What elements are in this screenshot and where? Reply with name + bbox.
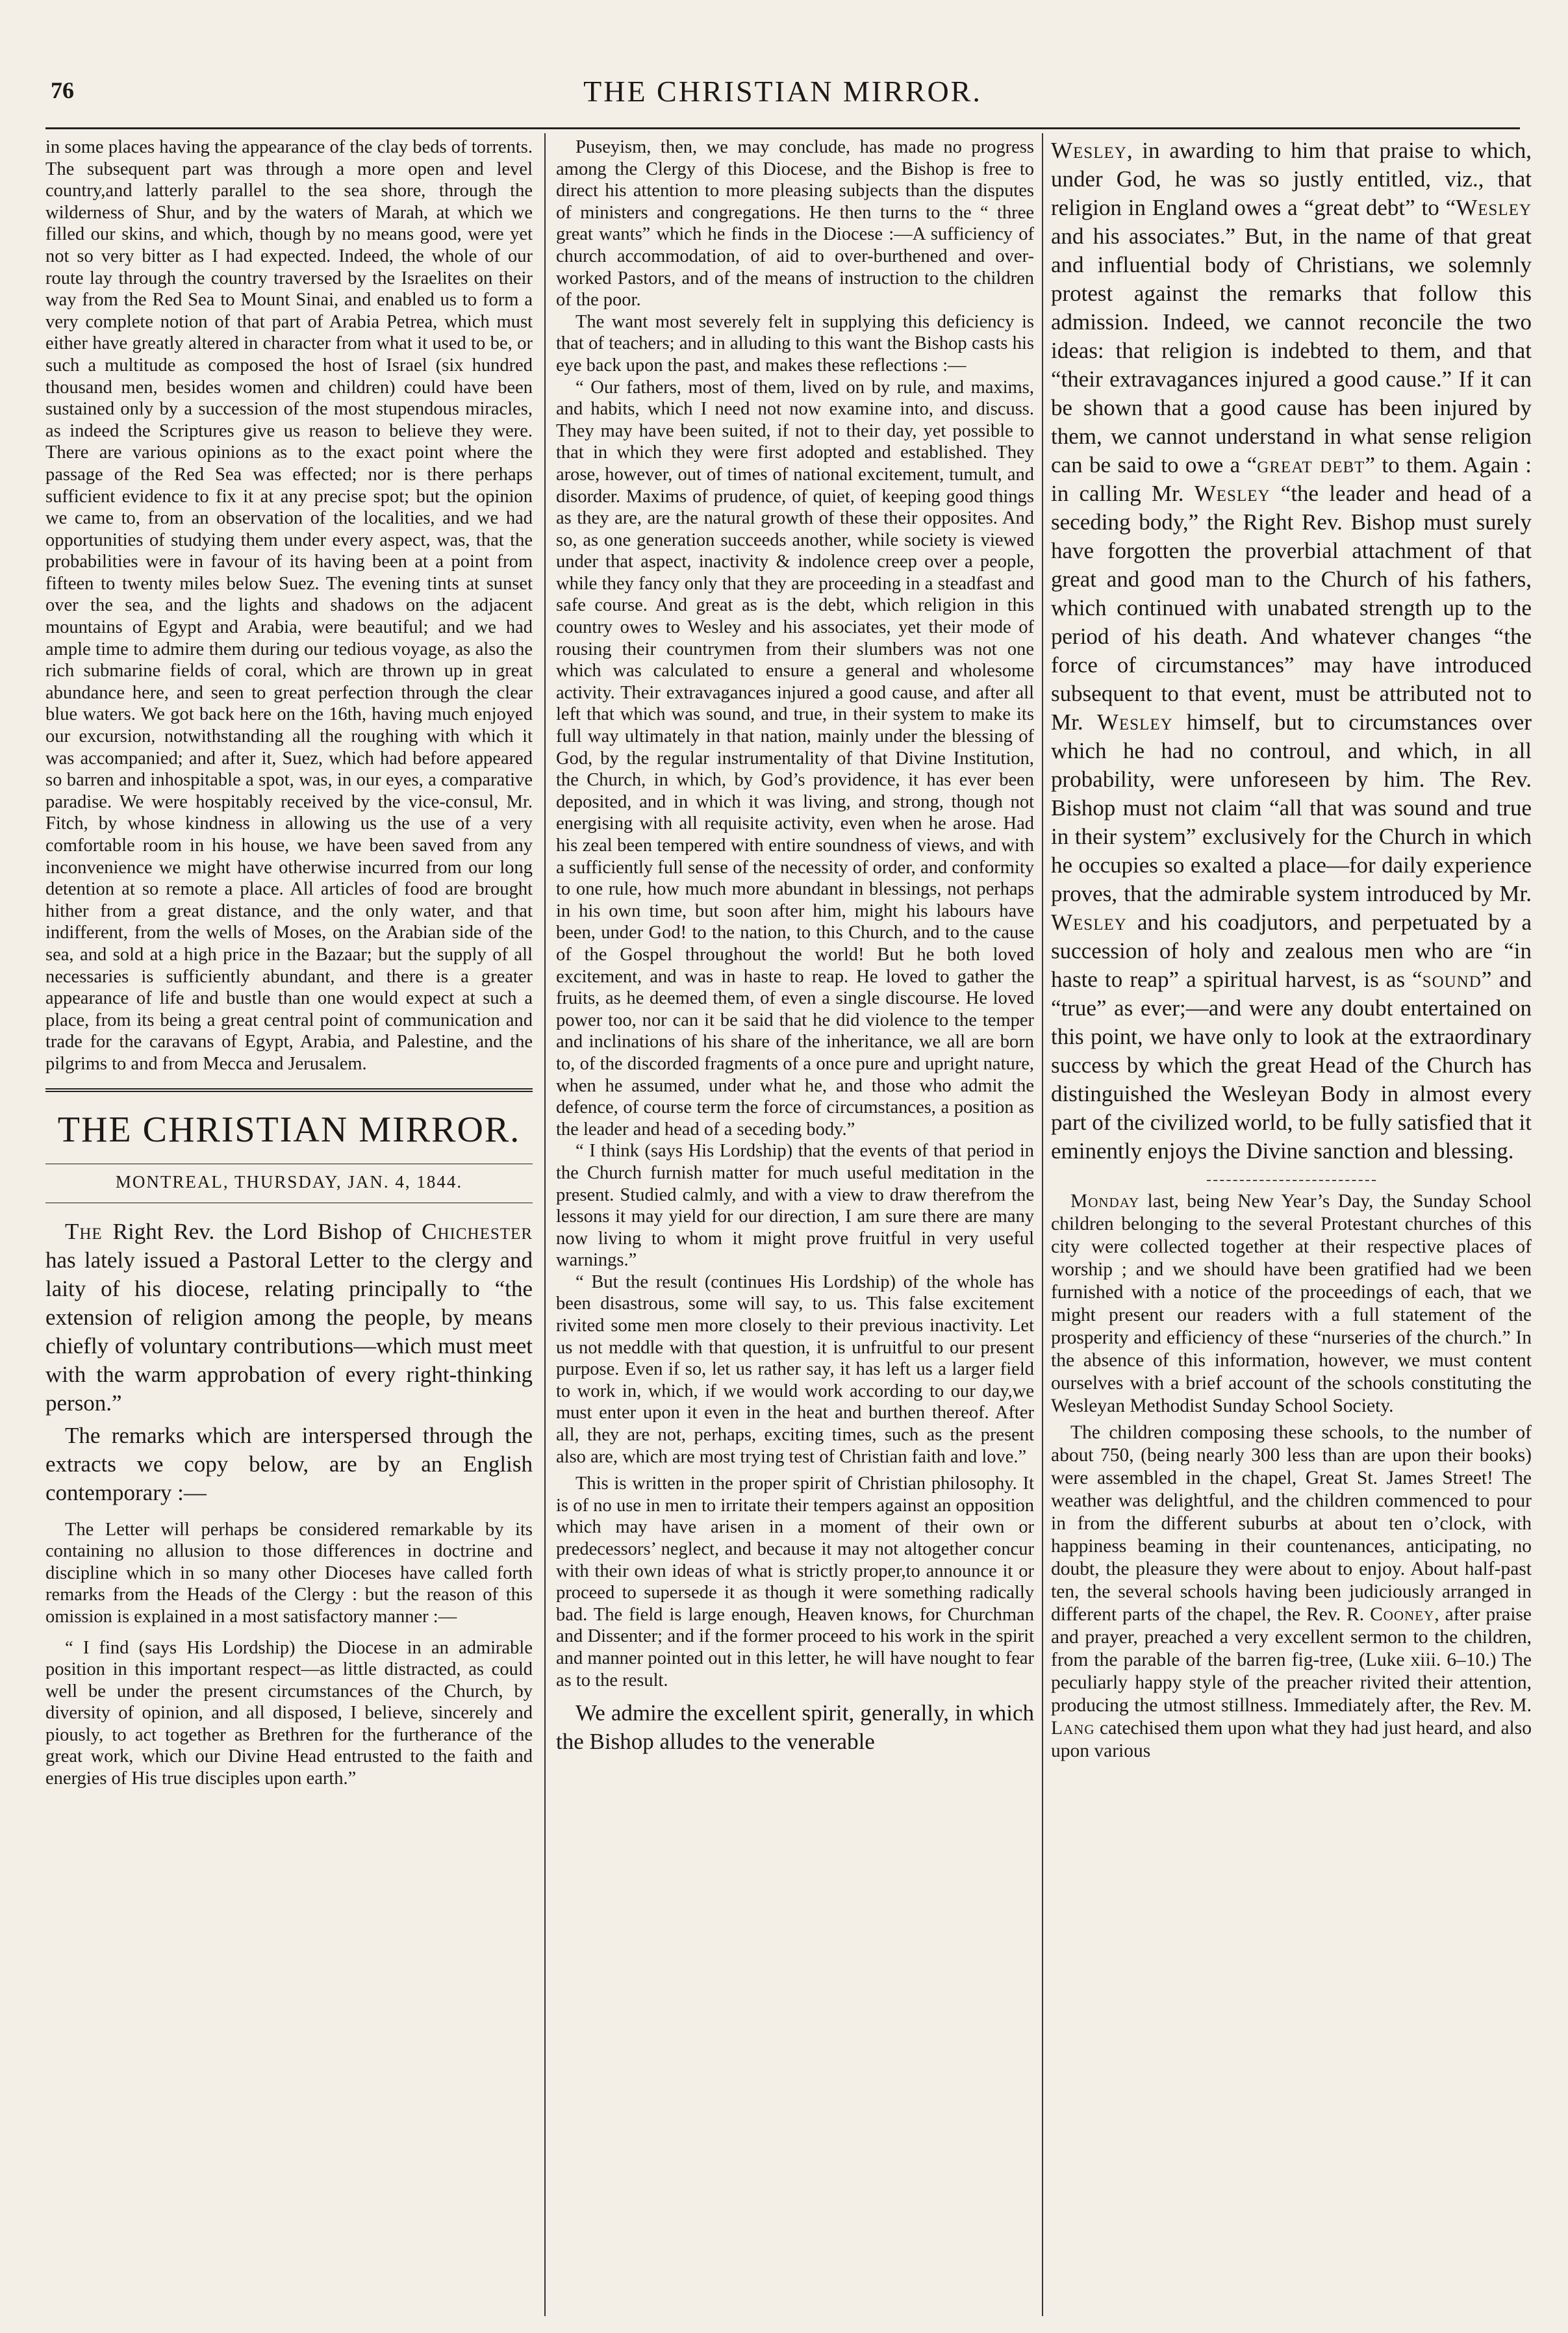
column-1 — [45, 136, 533, 2319]
wesley-paragraph: Wesley, in awarding to him that praise to which, under God, he was so justly entitled, viz., that religion in England owes a “great debt” to “Wesley and his associates.” But, in the name of that great and influential body of Christians, we solemnly protest against the remarks that follow this admission. Indeed, we cannot reconcile the two ideas: that religion is indebted to them, and that “their extravagances injured a good cause.” If it can be shown that a good cause has been injured by them, we cannot understand in what sense religion can be said to owe a “great debt” to them. Again : in calling Mr. Wesley “the leader and head of a seceding body,” the Right Rev. Bishop must surely have forgotten the proverbial attachment of that great and good man to the Church of his fathers, which continued with unabated strength up to the period of his death. And whatever changes “the force of circumstances” may have introduced subsequent to that event, must be attributed not to Mr. Wesley himself, but to circumstances over which he had no controul, and which, in all probability, were unforeseen by him. The Rev. Bishop must not claim “all that was sound and true in their system” exclusively for the Church in which he occupies so exalted a place—for daily experience proves, that the admirable system introduced by Mr. Wesley and his coadjutors, and perpetuated by a succession of holy and zealous men who are “in haste to reap” a spiritual harvest, is as “sound” and “true” as ever;—and were any doubt entertained on this point, we have only to look at the extraordinary success by which the great Head of the Church has distinguished the Wesleyan Body in almost every part of the civilized world, to be fully satisfied that it eminently enjoys the Divine sanction and blessing. — [1051, 138, 1532, 1164]
section-divider — [45, 1088, 533, 1092]
diocese-name: Chichester — [422, 1218, 533, 1244]
travel-letter-paragraph: in some places having the appearance of the clay beds of torrents. The subsequent part was through a more open and level country,and latterly parallel to the sea shore, through the wilderness of Shur, and by the waters of Marah, at which we filled our skins, and which, though by no means good, were yet not so very bitter as I had expected. Indeed, the whole of our route lay through the country traversed by the Israelites on their way from the Red Sea to Mount Sinai, and enabled us to form a very complete notion of that part of Arabia Petrea, which must either have greatly altered in character from what it used to be, or such a multitude as composed the host of Israel (six hundred thousand men, besides women and children) could have been sustained only by a succession of the most stupendous miracles, as indeed the Scriptures give us reason to believe they were. There are various opinions as to the exact point where the passage of the Red Sea was effected; nor is there perhaps sufficient evidence to fix it at any precise spot; but the opinion we came to, from an observation of the localities, and we had opportunities of studying them under every aspect, was, that the probabilities were in favour of its having been at a point from fifteen to twenty miles below Suez. The evening tints at sunset over the sea, and the lights and shadows on the adjacent mountains of Egypt and Arabia, were beautiful; and we had ample time to admire them during our tedious voyage, as also the rich submarine fields of coral, which are thrown up in great abundance here, and seen to great perfection through the clear blue waters. We got back here on the 16th, having much enjoyed our excursion, notwithstanding all the roughing with which it was accompanied; and after it, Suez, which had before appeared so barren and inhospitable a spot, was, in our eyes, a comparative paradise. We were hospitably received by the vice-consul, Mr. Fitch, by whose kindness in allowing us the use of a very comfortable room in his house, we have been saved from any inconvenience we might have otherwise incurred from our long detention at so remote a place. All articles of food are brought hither from a great distance, and the only water, and that indifferent, from the wells of Moses, on the Arabian side of the sea, and sold at a high price in the Bazaar; but the supply of all necessaries is sufficiently abundant, and there is a greater appearance of life and bustle than one would expect at such a place, from its being a great central point of communication and trade for the caravans of Egypt, Arabia, and Palestine, and the pilgrims to and from Mecca and Jerusalem. — [45, 137, 533, 1074]
column-rule-1 — [544, 133, 546, 2316]
lead-word: Monday — [1070, 1191, 1140, 1212]
quote-paragraph: “ But the result (continues His Lordship) of the whole has been disastrous, some will say, to us. This false excitement rivited some men more closely to their previous inactivity. Let us not meddle with that question, it is unfruitful to our present purpose. Even if so, let us rather say, it has left us a larger field to work in, which, if we would work according to our day,we must enter upon it even in the heat and burthen thereof. After all, they are not, perhaps, exciting times, such as the present also are, which are most trying test of Christian faith and love.” — [556, 1271, 1034, 1467]
section-divider — [1207, 1180, 1376, 1181]
quote-paragraph: “ I find (says His Lordship) the Diocese in an admirable position in this important respect—as little distracted, as could well be under the present circumstances of the Church, by diversity of opinion, and all disposed, I believe, sincerely and piously, to act together as Brethren for the furtherance of the great work, which our Divine Head entrusted to the faith and energies of His true disciples upon earth.” — [45, 1637, 533, 1789]
column-3 — [1051, 136, 1532, 2319]
commentary-paragraph: This is written in the proper spirit of Christian philosophy. It is of no use in men to irritate their tempers against an opposition which may have arisen in a moment of their own or predecessors’ neglect, and because it may not altogether concur with their own ideas of what is strictly proper,to announce it or proceed to supersede it as though it were something radically bad. The field is large enough, Heaven knows, for Churchman and Dissenter; and if the former proceed to his work in the spirit and manner pointed out in this letter, he will have nought to fear as to the result. — [556, 1473, 1034, 1690]
extract-paragraph: The want most severely felt in supplying this deficiency is that of teachers; and in alluding to this want the Bishop casts his eye back upon the past, and makes these reflections :— — [556, 311, 1034, 376]
running-title: THE CHRISTIAN MIRROR. — [583, 75, 982, 108]
quote-paragraph: “ I think (says His Lordship) that the events of that period in the Church furnish matter for much useful meditation in the present. Studied calmly, and with a view to draw therefrom the lessons it may yield for our direction, I am sure there are many now living to whom it might prove fruitful in very useful warnings.” — [556, 1141, 1034, 1271]
extract-paragraph: Puseyism, then, we may conclude, has made no progress among the Clergy of this Diocese, and the Bishop is free to direct his attention to more pleasing subjects than the disputes of ministers and congregations. He then turns to the “ three great wants” which he finds in the Diocese :—A sufficiency of church accommodation, of aid to over-burthened and over-worked Pastors, and of the means of instruction to the children of the poor. — [556, 137, 1034, 311]
dateline: MONTREAL, THURSDAY, JAN. 4, 1844. — [115, 1171, 463, 1192]
sunday-school-paragraph: The children composing these schools, to the number of about 750, (being nearly 300 less than are upon their books) were assembled in the chapel, Great St. James Street! The weather was delightful, and the children commenced to pour in from the different suburbs at about ten o’clock, with happiness beaming in their countenances, anticipating, no doubt, the pleasure they were about to enjoy. About half-past ten, the several schools having been judiciously arranged in different parts of the chapel, the Rev. R. Cooney, after praise and prayer, preached a very excellent sermon to the children, from the parable of the barren fig-tree, (Luke xiii. 6–10.) The peculiarly happy style of the preacher rivited their attention, producing the utmost stillness. Immediately after, the Rev. M. Lang catechised them upon what they had just heard, and also upon various — [1051, 1422, 1532, 1761]
extract-paragraph: The Letter will perhaps be considered remarkable by its containing no allusion to those differences in doctrine and discipline which in so many other Dioceses have called forth remarks from the Heads of the Clergy : but the reason of this omission is explained in a most satisfactory manner :— — [45, 1519, 533, 1627]
page-number: 76 — [51, 77, 74, 103]
header-rule — [45, 127, 1520, 129]
editorial-lead-paragraph: The Right Rev. the Lord Bishop of Chichester has lately issued a Pastoral Letter to the clergy and laity of his diocese, relating principally to “the extension of religion among the people, by means chiefly of voluntary contributions—which must meet with the warm approbation of every right-thinking person.” — [45, 1218, 533, 1416]
quote-paragraph: “ Our fathers, most of them, lived on by rule, and maxims, and habits, which I need not now examine into, and discuss. They may have been suited, if not to their day, yet possible to that in which they were first adopted and established. They arose, however, out of times of national excitement, tumult, and disorder. Maxims of prudence, of quiet, of keeping good things as they are, are the natural growth of these their opposites. And so, as one generation succeeds another, while society is viewed under that aspect, inactivity & indolence creep over a people, while they fancy only that they are proceeding in a steadfast and safe course. And great as is the debt, which religion in this country owes to Wesley and his associates, yet their mode of rousing their countrymen from their slumbers was not one which was calculated to ensure a general and wholesome activity. Their extravagances injured a good cause, and after all left that which was sound, and true, in their system to make its full way ultimately in that nation, mainly under the blessing of God, by the regular instrumentality of that Divine Institution, the Church, in which, by God’s providence, it has ever been deposited, and in which it was living, and strong, though not energising with all requisite activity, even when he arose. Had his zeal been tempered with entire soundness of views, and with a sufficiently full sense of the necessity of order, and conformity to one rule, how much more abundant in blessings, not perhaps in his own time, but soon after him, might his labours have been, under God! to the nation, to this Church, and to the cause of the Gospel throughout the world! But he both loved excitement, and was in haste to reap. He loved to gather the fruits, as he deemed them, of even a single discourse. He loved power too, nor can it be said that he did violence to the temper and inclinations of his share of the inheritance, we all are born to, of the discorded fragments of a once pure and upright nature, when he assumed, under what he, and those who admit the defence, of course term the force of circumstances, a position as the leader and head of a seceding body.” — [556, 377, 1034, 1140]
sunday-school-paragraph: Monday last, being New Year’s Day, the Sunday School children belonging to the several Protestant churches of this city were collected together at their respective places of worship ; and we should have been gratified had we been furnished with a notice of the proceedings of each, that we might present our readers with a full statement of the prosperity and efficiency of these “nurseries of the church.” In the absence of this information, however, we must content ourselves with a brief account of the schools constituting the Wesleyan Methodist Sunday School Society. — [1051, 1191, 1532, 1416]
commentary-paragraph: We admire the excellent spirit, generally, in which the Bishop alludes to the venerable — [556, 1700, 1034, 1755]
column-rule-2 — [1042, 133, 1043, 2316]
editorial-paragraph: The remarks which are interspersed through the extracts we copy below, are by an English contemporary :— — [45, 1422, 533, 1505]
column-2 — [556, 136, 1034, 2319]
lead-word: The — [65, 1218, 103, 1244]
page-header — [45, 71, 1520, 123]
masthead-title: THE CHRISTIAN MIRROR. — [57, 1109, 521, 1150]
